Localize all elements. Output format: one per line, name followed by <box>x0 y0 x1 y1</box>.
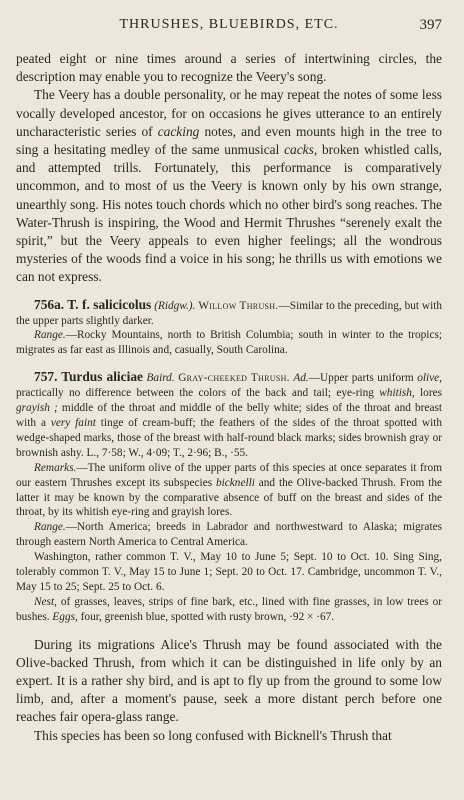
page-body <box>16 50 442 745</box>
paragraph-confusion: This species has been so long confused with Bicknell's Thrush that <box>34 727 392 743</box>
entry-757-remarks: Remarks.—The uniform olive of the upper parts of this species at once separates it from our eastern Thrushes except its subspecies bicknelli and the Olive-backed Thrush. From the latter it may be known by the comparative absence of buff on the breast and sides of the throat, by its whitish eye-ring and grayish lores. <box>16 461 443 519</box>
entry-757: 757. Turdus aliciae Baird. Gray-cheeked Thrush. Ad.—Upper parts uniform olive, practically no difference between the colors of the back and tail; eye-ring whitish, lores grayish ; middle of the throat and middle of the belly white; sides of the throat and breast with a very faint tinge of cream-buff; the feathers of the sides of the throat spotted with wedge-shaped marks, those of the breast with half-round black marks; sides brownish gray or brownish ashy. L., 7·58; W., 4·09; T., 2·96; B., ·55. <box>16 369 443 459</box>
paragraph-veery-personality: The Veery has a double personality, or he may repeat the notes of some less vocally developed ancestor, for on occasions he gives utterance to an entirely uncharacteristic series of cacking notes, and even mounts high in the tree to sing a hesitating medley of the same unmusical cacks, broken whistled calls, and attempted trills. Fortunately, this performance is comparatively uncommon, and to most of us the Veery is known only by his own strange, unearthly song. His notes touch chords which no other bird's song reaches. The Water-Thrush is inspiring, the Wood and Hermit Thrushes “serenely exalt the spirit,” but the Veery appeals to even higher feelings; all the wondrous mysteries of the woods find a voice in his song; he thrills us with emotions we can not express. <box>16 87 442 285</box>
running-header <box>16 17 442 37</box>
page-number: 397 <box>419 17 442 33</box>
entry-756a-range: Range.—Rocky Mountains, north to British Columbia; south in winter to the tropics; migrates as far east as Illinois and, casually, South Carolina. <box>16 329 442 357</box>
entry-757-heading: 757. Turdus aliciae <box>34 369 143 385</box>
entry-756a: 756a. T. f. salicicolus (Ridgw.). Willow Thrush.—Similar to the preceding, but with the upper parts slightly darker. <box>16 296 443 327</box>
running-title: THRUSHES, BLUEBIRDS, ETC. <box>119 17 339 32</box>
entry-757-records: Washington, rather common T. V., May 10 to June 5; Sept. 10 to Oct. 10. Sing Sing, tolerably common T. V., May 15 to June 1; Sept. 20 to Oct. 17. Cambridge, uncommon T. V., May 15 to 25; Sept. 25 to Oct. 6. <box>16 551 442 593</box>
entry-757-nest: Nest, of grasses, leaves, strips of fine bark, etc., lined with fine grasses, in low trees or bushes. Eggs, four, greenish blue, spotted with rusty brown, ·92 × ·67. <box>16 595 442 623</box>
paragraph-veery-song-end: peated eight or nine times around a series of intertwining circles, the description may enable you to recognize the Veery's song. <box>16 51 442 85</box>
entry-757-range: Range.—North America; breeds in Labrador and northwestward to Alaska; migrates through eastern North America to Central America. <box>16 521 442 549</box>
entry-756a-heading: 756a. T. f. salicicolus <box>34 296 152 312</box>
paragraph-alice-thrush: During its migrations Alice's Thrush may be found associated with the Olive-backed Thrush, from which it can be distinguished in life only by an expert. It is a rather shy bird, and is apt to fly up from the ground to some low limb, and, after a moment's pause, seek a more distant perch before one reaches fair opera-glass range. <box>16 636 442 725</box>
